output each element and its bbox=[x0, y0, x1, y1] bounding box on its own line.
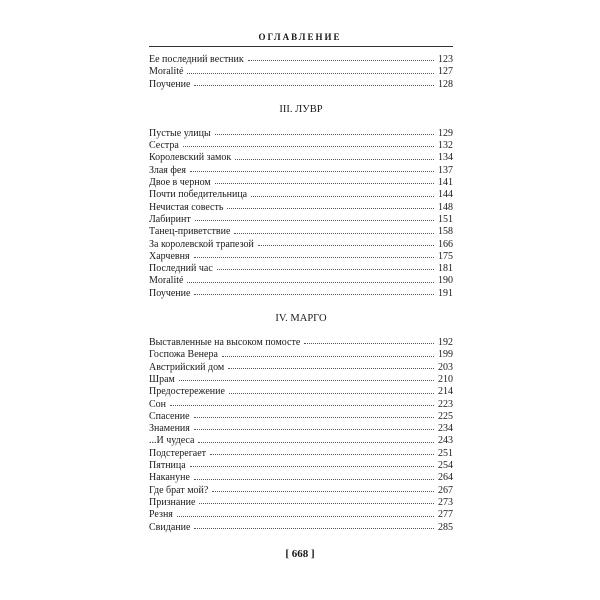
entry-page-number: 148 bbox=[438, 201, 453, 213]
toc-section bbox=[149, 54, 453, 91]
entry-title: Шрам bbox=[149, 373, 175, 385]
entry-page-number: 190 bbox=[438, 275, 453, 287]
entry-title: Подстерегает bbox=[149, 447, 207, 459]
entry-page-number: 129 bbox=[438, 127, 453, 139]
entry-page-number: 175 bbox=[438, 250, 453, 262]
dot-leader bbox=[194, 257, 434, 258]
dot-leader bbox=[177, 516, 434, 517]
entry-title: Злая фея bbox=[149, 164, 186, 176]
entry-page-number: 267 bbox=[438, 484, 453, 496]
toc-entry bbox=[149, 423, 453, 435]
dot-leader bbox=[235, 159, 434, 160]
dot-leader bbox=[228, 368, 434, 369]
dot-leader bbox=[199, 503, 434, 504]
toc-entry bbox=[149, 79, 453, 91]
toc-entry bbox=[149, 509, 453, 521]
toc-entry bbox=[149, 239, 453, 251]
entry-title: Поучение bbox=[149, 78, 191, 90]
toc-entry bbox=[149, 411, 453, 423]
dot-leader bbox=[187, 73, 434, 74]
toc-entry bbox=[149, 435, 453, 447]
entry-page-number: 132 bbox=[438, 140, 453, 152]
entry-page-number: 123 bbox=[438, 54, 453, 65]
toc-entry bbox=[149, 337, 453, 349]
entry-title: Признание bbox=[149, 496, 196, 508]
dot-leader bbox=[234, 233, 434, 234]
entry-title: Знамения bbox=[149, 423, 190, 435]
toc-entry bbox=[149, 54, 453, 66]
entry-title: ...И чудеса bbox=[149, 435, 195, 447]
toc-entry bbox=[149, 66, 453, 78]
entry-page-number: 277 bbox=[438, 509, 453, 521]
entry-page-number: 137 bbox=[438, 164, 453, 176]
toc-entry bbox=[149, 263, 453, 275]
toc-entry bbox=[149, 362, 453, 374]
entry-title: Лабиринт bbox=[149, 213, 191, 225]
toc-entry bbox=[149, 165, 453, 177]
toc-entry bbox=[149, 275, 453, 287]
entry-page-number: 210 bbox=[438, 373, 453, 385]
dot-leader bbox=[194, 479, 434, 480]
entry-page-number: 127 bbox=[438, 66, 453, 78]
entry-page-number: 214 bbox=[438, 386, 453, 398]
toc-entry bbox=[149, 448, 453, 460]
entry-page-number: 243 bbox=[438, 435, 453, 447]
dot-leader bbox=[212, 491, 434, 492]
dot-leader bbox=[190, 171, 434, 172]
dot-leader bbox=[227, 208, 434, 209]
toc-entry bbox=[149, 399, 453, 411]
entry-page-number: 158 bbox=[438, 226, 453, 238]
entry-page-number: 199 bbox=[438, 349, 453, 361]
entry-title: Поучение bbox=[149, 287, 191, 299]
entry-title: За королевской трапезой bbox=[149, 238, 254, 250]
entry-title: Нечистая совесть bbox=[149, 201, 224, 213]
dot-leader bbox=[229, 393, 434, 394]
entry-title: Резня bbox=[149, 509, 173, 521]
toc-entry bbox=[149, 288, 453, 300]
entry-page-number: 144 bbox=[438, 189, 453, 201]
entry-page-number: 141 bbox=[438, 177, 453, 189]
toc-entry bbox=[149, 374, 453, 386]
entry-page-number: 192 bbox=[438, 337, 453, 349]
dot-leader bbox=[215, 183, 434, 184]
dot-leader bbox=[217, 269, 434, 270]
dot-leader bbox=[215, 134, 434, 135]
dot-leader bbox=[190, 466, 434, 467]
toc-entry bbox=[149, 202, 453, 214]
toc-entry bbox=[149, 140, 453, 152]
toc-entry bbox=[149, 460, 453, 472]
dot-leader bbox=[194, 528, 434, 529]
toc-entry bbox=[149, 522, 453, 534]
toc-entry bbox=[149, 177, 453, 189]
section-title: III. ЛУВР bbox=[279, 103, 323, 115]
entry-title: Выставленные на высоком помосте bbox=[149, 337, 301, 349]
entry-title: Госпожа Венера bbox=[149, 349, 218, 361]
toc-entry bbox=[149, 128, 453, 140]
entry-title: Танец-приветствие bbox=[149, 226, 231, 238]
dot-leader bbox=[222, 356, 434, 357]
entry-page-number: 234 bbox=[438, 423, 453, 435]
dot-leader bbox=[210, 454, 434, 455]
toc-entry bbox=[149, 189, 453, 201]
dot-leader bbox=[187, 282, 434, 283]
toc-entry bbox=[149, 472, 453, 484]
table-of-contents bbox=[149, 54, 453, 534]
toc-section bbox=[149, 103, 453, 300]
entry-page-number: 264 bbox=[438, 472, 453, 484]
entry-title: Спасение bbox=[149, 410, 190, 422]
entry-page-number: 251 bbox=[438, 447, 453, 459]
entry-page-number: 203 bbox=[438, 361, 453, 373]
entry-title: Почти победительница bbox=[149, 189, 248, 201]
dot-leader bbox=[183, 146, 434, 147]
entry-title: Moralité bbox=[149, 66, 184, 78]
entry-title: Сестра bbox=[149, 140, 179, 152]
toc-entry bbox=[149, 349, 453, 361]
entry-page-number: 191 bbox=[438, 287, 453, 299]
dot-leader bbox=[194, 85, 434, 86]
toc-entry bbox=[149, 497, 453, 509]
entry-title: Где брат мой? bbox=[149, 484, 209, 496]
entry-title: Свидание bbox=[149, 521, 191, 533]
dot-leader bbox=[251, 196, 434, 197]
dot-leader bbox=[194, 429, 434, 430]
dot-leader bbox=[194, 417, 434, 418]
entry-page-number: 181 bbox=[438, 263, 453, 275]
dot-leader bbox=[304, 343, 434, 344]
page-number: [ 668 ] bbox=[285, 548, 315, 560]
dot-leader bbox=[248, 60, 434, 61]
entry-title: Накануне bbox=[149, 472, 190, 484]
entry-page-number: 134 bbox=[438, 152, 453, 164]
entry-page-number: 128 bbox=[438, 78, 453, 90]
dot-leader bbox=[195, 220, 434, 221]
toc-entry bbox=[149, 251, 453, 263]
entry-title: Харчевня bbox=[149, 250, 190, 262]
entry-title: Последний час bbox=[149, 263, 213, 275]
dot-leader bbox=[198, 442, 434, 443]
toc-entry bbox=[149, 152, 453, 164]
toc-section bbox=[149, 312, 453, 534]
entry-page-number: 225 bbox=[438, 410, 453, 422]
dot-leader bbox=[170, 405, 434, 406]
dot-leader bbox=[179, 380, 434, 381]
entry-title: Королевский замок bbox=[149, 152, 232, 164]
entry-title: Предостережение bbox=[149, 386, 225, 398]
dot-leader bbox=[194, 294, 434, 295]
entry-page-number: 254 bbox=[438, 460, 453, 472]
toc-entry bbox=[149, 214, 453, 226]
running-head: ОГЛАВЛЕНИЕ bbox=[258, 32, 342, 42]
entry-title: Двое в черном bbox=[149, 177, 211, 189]
header-rule bbox=[149, 46, 453, 47]
dot-leader bbox=[258, 245, 434, 246]
entry-title: Moralité bbox=[149, 275, 184, 287]
entry-page-number: 223 bbox=[438, 398, 453, 410]
entry-title: Ее последний вестник bbox=[149, 54, 244, 65]
entry-page-number: 166 bbox=[438, 238, 453, 250]
entry-title: Пятница bbox=[149, 460, 186, 472]
toc-entry bbox=[149, 386, 453, 398]
toc-entry bbox=[149, 485, 453, 497]
entry-title: Сон bbox=[149, 398, 167, 410]
toc-entry bbox=[149, 226, 453, 238]
entry-page-number: 151 bbox=[438, 213, 453, 225]
entry-page-number: 273 bbox=[438, 496, 453, 508]
entry-title: Австрийский дом bbox=[149, 361, 225, 373]
entry-title: Пустые улицы bbox=[149, 127, 211, 139]
entry-page-number: 285 bbox=[438, 521, 453, 533]
section-title: IV. МАРГО bbox=[275, 313, 327, 325]
